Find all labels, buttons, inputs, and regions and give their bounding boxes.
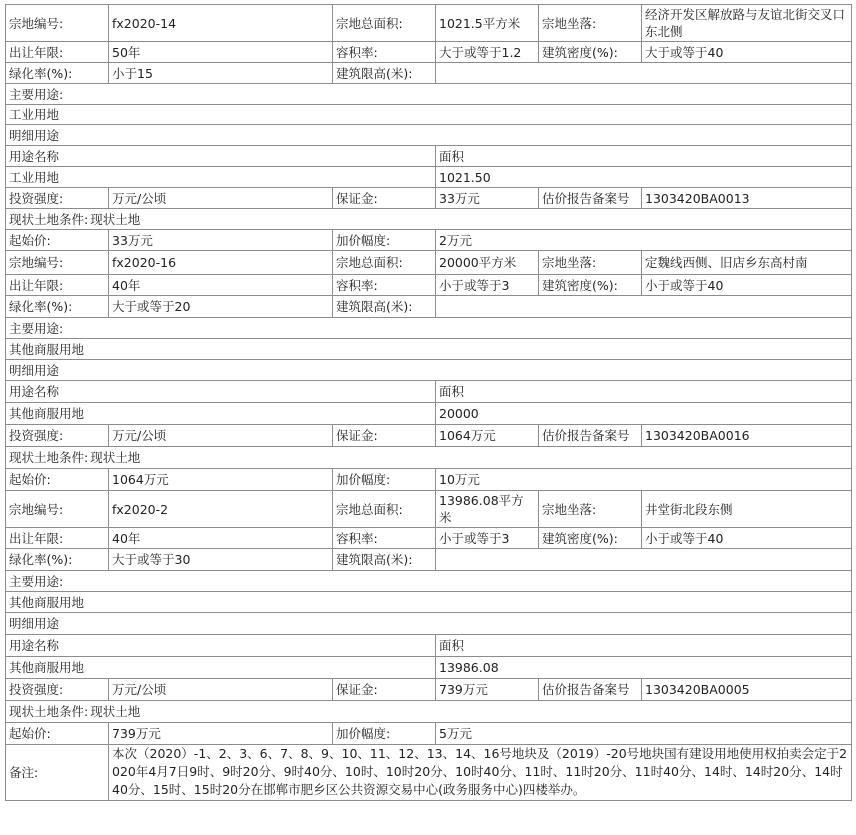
table-row — [6, 447, 852, 469]
total-area-value: 13986.08平方米 — [436, 491, 539, 528]
label-green: 绿化率(%): — [6, 296, 109, 318]
label-deposit: 保证金: — [333, 425, 436, 447]
use-name-value: 工业用地 — [6, 167, 436, 188]
appraisal-value: 1303420BA0005 — [642, 679, 852, 701]
condition-value: 现状土地 — [90, 704, 141, 719]
table-row — [6, 679, 852, 701]
invest-value: 万元/公顷 — [109, 425, 333, 447]
label-location: 宗地坐落: — [539, 5, 642, 42]
table-row — [6, 63, 852, 84]
label-invest: 投资强度: — [6, 425, 109, 447]
label-total-area: 宗地总面积: — [333, 251, 436, 275]
table-row — [6, 5, 852, 42]
green-value: 大于或等于30 — [109, 549, 333, 571]
label-main-use: 主要用途: — [6, 318, 852, 339]
far-value: 大于或等于1.2 — [436, 42, 539, 63]
label-height: 建筑限高(米): — [333, 549, 436, 571]
label-condition: 现状土地条件: — [9, 211, 89, 227]
table-row — [6, 701, 852, 723]
table-row — [6, 275, 852, 296]
table-row — [6, 360, 852, 381]
label-increment: 加价幅度: — [333, 469, 436, 491]
label-location: 宗地坐落: — [539, 251, 642, 275]
label-appraisal: 估价报告备案号 — [539, 188, 642, 209]
location-value: 经济开发区解放路与友谊北街交叉口东北侧 — [642, 5, 852, 42]
use-name-value: 其他商服用地 — [6, 657, 436, 679]
table-row — [6, 745, 852, 801]
remarks-value: 本次（2020）-1、2、3、6、7、8、9、10、11、12、13、14、16号地块及（2019）-20号地块国有建设用地使用权拍卖会定于2020年4月7日9时、9时20分、9时40分、10时、10时20分、10时40分、11时、11时20分、11时40分、14时、14时20分、14时40分、15时、15时20分在邯郸市肥乡区公共资源交易中心(政务服务中心)四楼举办。 — [109, 745, 852, 801]
main-use-value: 其他商服用地 — [6, 339, 852, 360]
table-row — [6, 381, 852, 403]
height-value — [436, 549, 852, 571]
label-green: 绿化率(%): — [6, 549, 109, 571]
start-price-value: 33万元 — [109, 230, 333, 251]
table-row — [6, 425, 852, 447]
table-row — [6, 657, 852, 679]
label-height: 建筑限高(米): — [333, 296, 436, 318]
table-row — [6, 528, 852, 549]
label-start-price: 起始价: — [6, 230, 109, 251]
label-parcel-no: 宗地编号: — [6, 5, 109, 42]
increment-value: 10万元 — [436, 469, 852, 491]
table-row — [6, 491, 852, 528]
table-row — [6, 339, 852, 360]
term-value: 40年 — [109, 528, 333, 549]
table-row — [6, 635, 852, 657]
table-row — [6, 146, 852, 167]
table-row — [6, 296, 852, 318]
label-term: 出让年限: — [6, 275, 109, 296]
parcel-no-value: fx2020-14 — [109, 5, 333, 42]
table-row — [6, 723, 852, 745]
label-main-use: 主要用途: — [6, 571, 852, 592]
table-body — [6, 5, 852, 801]
label-appraisal: 估价报告备案号 — [539, 425, 642, 447]
location-value: 井堂街北段东侧 — [642, 491, 852, 528]
label-use-name: 用途名称 — [6, 635, 436, 657]
start-price-value: 739万元 — [109, 723, 333, 745]
increment-value: 2万元 — [436, 230, 852, 251]
label-increment: 加价幅度: — [333, 723, 436, 745]
label-deposit: 保证金: — [333, 679, 436, 701]
label-far: 容积率: — [333, 42, 436, 63]
deposit-value: 33万元 — [436, 188, 539, 209]
table-row — [6, 209, 852, 230]
density-value: 大于或等于40 — [642, 42, 852, 63]
use-name-value: 其他商服用地 — [6, 403, 436, 425]
label-area: 面积 — [436, 381, 852, 403]
label-far: 容积率: — [333, 528, 436, 549]
label-appraisal: 估价报告备案号 — [539, 679, 642, 701]
table-row — [6, 469, 852, 491]
table-row — [6, 125, 852, 146]
table-row — [6, 167, 852, 188]
use-area-value: 1021.50 — [436, 167, 852, 188]
label-term: 出让年限: — [6, 528, 109, 549]
label-total-area: 宗地总面积: — [333, 491, 436, 528]
use-area-value: 13986.08 — [436, 657, 852, 679]
green-value: 大于或等于20 — [109, 296, 333, 318]
label-increment: 加价幅度: — [333, 230, 436, 251]
height-value — [436, 63, 852, 84]
label-use-name: 用途名称 — [6, 381, 436, 403]
location-value: 定魏线西侧、旧店乡东高村南 — [642, 251, 852, 275]
label-deposit: 保证金: — [333, 188, 436, 209]
main-use-value: 其他商服用地 — [6, 592, 852, 613]
appraisal-value: 1303420BA0016 — [642, 425, 852, 447]
table-row — [6, 251, 852, 275]
green-value: 小于15 — [109, 63, 333, 84]
table-row — [6, 549, 852, 571]
label-invest: 投资强度: — [6, 679, 109, 701]
label-invest: 投资强度: — [6, 188, 109, 209]
label-start-price: 起始价: — [6, 469, 109, 491]
label-main-use: 主要用途: — [6, 84, 852, 105]
start-price-value: 1064万元 — [109, 469, 333, 491]
table-row — [6, 188, 852, 209]
table-row — [6, 105, 852, 125]
label-density: 建筑密度(%): — [539, 528, 642, 549]
table-row — [6, 318, 852, 339]
appraisal-value: 1303420BA0013 — [642, 188, 852, 209]
label-start-price: 起始价: — [6, 723, 109, 745]
table-row — [6, 403, 852, 425]
label-total-area: 宗地总面积: — [333, 5, 436, 42]
table-row — [6, 230, 852, 251]
term-value: 40年 — [109, 275, 333, 296]
label-detail-use: 明细用途 — [6, 613, 852, 635]
density-value: 小于或等于40 — [642, 528, 852, 549]
invest-value: 万元/公顷 — [109, 188, 333, 209]
table-row — [6, 592, 852, 613]
total-area-value: 1021.5平方米 — [436, 5, 539, 42]
condition-cell — [6, 447, 852, 469]
deposit-value: 739万元 — [436, 679, 539, 701]
label-area: 面积 — [436, 146, 852, 167]
label-density: 建筑密度(%): — [539, 275, 642, 296]
label-use-name: 用途名称 — [6, 146, 436, 167]
label-term: 出让年限: — [6, 42, 109, 63]
table-row — [6, 571, 852, 592]
label-area: 面积 — [436, 635, 852, 657]
condition-value: 现状土地 — [90, 450, 141, 465]
label-density: 建筑密度(%): — [539, 42, 642, 63]
label-condition: 现状土地条件: — [9, 450, 89, 465]
deposit-value: 1064万元 — [436, 425, 539, 447]
label-parcel-no: 宗地编号: — [6, 251, 109, 275]
far-value: 小于或等于3 — [436, 275, 539, 296]
invest-value: 万元/公顷 — [109, 679, 333, 701]
label-detail-use: 明细用途 — [6, 360, 852, 381]
term-value: 50年 — [109, 42, 333, 63]
use-area-value: 20000 — [436, 403, 852, 425]
label-far: 容积率: — [333, 275, 436, 296]
condition-value: 现状土地 — [90, 211, 141, 227]
label-location: 宗地坐落: — [539, 491, 642, 528]
label-condition: 现状土地条件: — [9, 704, 89, 719]
parcel-no-value: fx2020-2 — [109, 491, 333, 528]
label-parcel-no: 宗地编号: — [6, 491, 109, 528]
condition-cell — [6, 209, 852, 230]
label-green: 绿化率(%): — [6, 63, 109, 84]
label-remarks: 备注: — [6, 745, 109, 801]
parcel-no-value: fx2020-16 — [109, 251, 333, 275]
height-value — [436, 296, 852, 318]
table-row — [6, 613, 852, 635]
table-row — [6, 84, 852, 105]
density-value: 小于或等于40 — [642, 275, 852, 296]
condition-cell — [6, 701, 852, 723]
total-area-value: 20000平方米 — [436, 251, 539, 275]
far-value: 小于或等于3 — [436, 528, 539, 549]
label-detail-use: 明细用途 — [6, 125, 852, 146]
main-use-value: 工业用地 — [6, 105, 852, 125]
land-parcel-table — [5, 4, 852, 801]
increment-value: 5万元 — [436, 723, 852, 745]
table-row — [6, 42, 852, 63]
label-height: 建筑限高(米): — [333, 63, 436, 84]
